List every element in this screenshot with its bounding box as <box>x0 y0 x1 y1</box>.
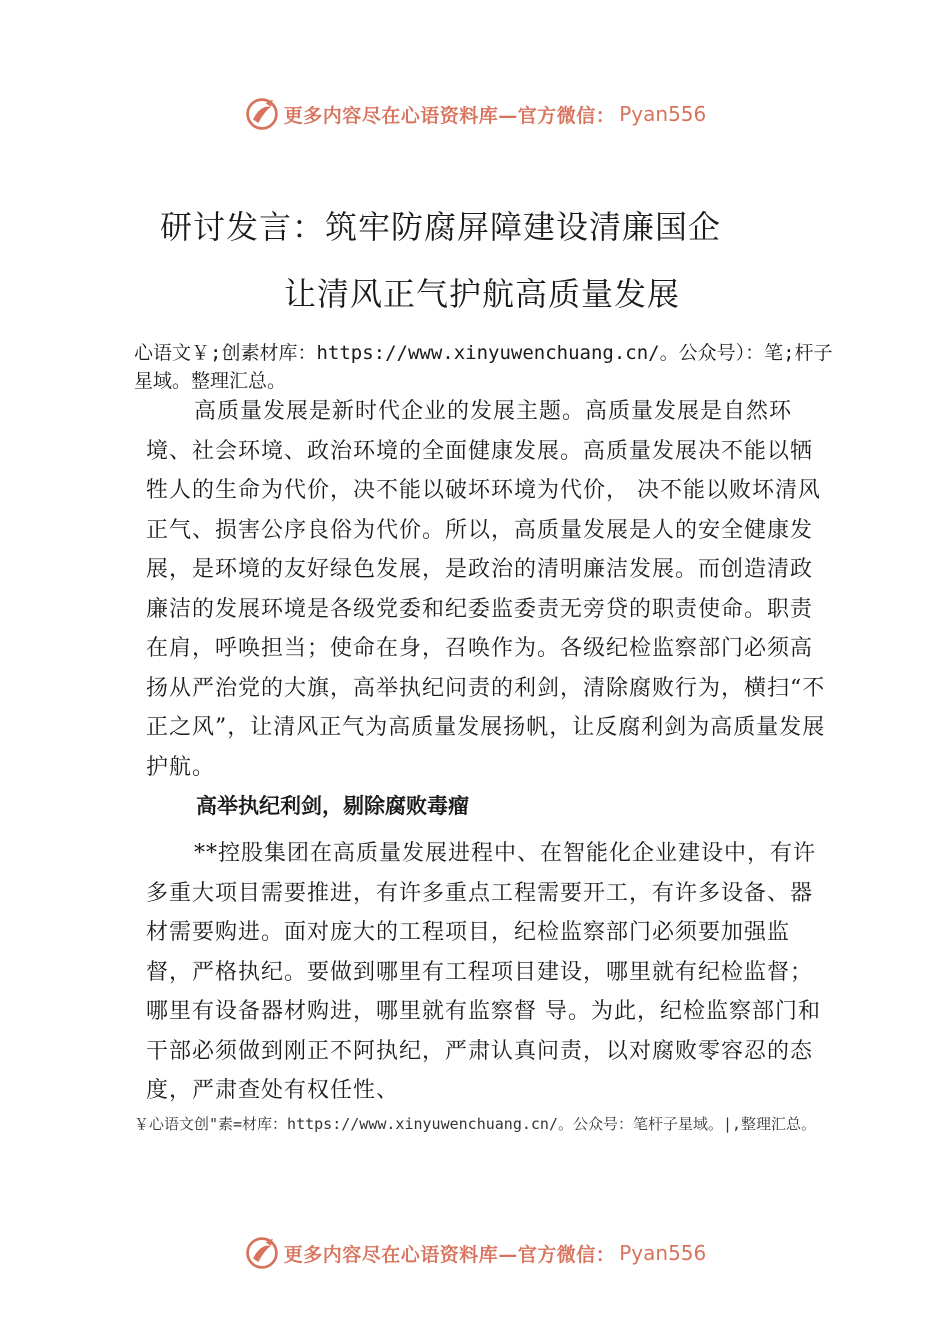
banner-text: 更多内容尽在心语资料库—官方微信： <box>283 1243 616 1266</box>
source-attribution: 心语文￥;创素材库：https://www.xinyuwenchuang.cn/。公众号）：笔;杆子星域。整理汇总。 <box>134 342 833 392</box>
body-paragraph-2: **控股集团在高质量发展进程中、在智能化企业建设中，有许多重大项目需要推进，有许多重点工程需要开工，有许多设备、器材需要购进。面对庞大的工程项目，纪检监察部门必须要加强监督，严格执纪。要做到哪里有工程项目建设，哪里就有纪检监督；哪里有设备器材购进，哪里就有监察督 导。为此，纪检监察部门和干部必须做到刚正不阿执纪，严肃认真问责，以对腐败零容忍的态度，严肃查处有权任性、 <box>146 841 821 1103</box>
banner-wechat-id: Pyan556 <box>619 1241 707 1265</box>
footnote-attribution: ￥心语文创"素=材库：https://www.xinyuwenchuang.cn/。公众号：笔杆子星域。|,整理汇总。 <box>134 1115 817 1133</box>
document-title-line2: 让清风正气护航高质量发展 <box>284 275 681 313</box>
banner-wechat-id: Pyan556 <box>619 102 707 126</box>
footer-banner <box>0 1233 950 1273</box>
header-banner <box>0 94 950 134</box>
body-paragraph-1: 高质量发展是新时代企业的发展主题。高质量发展是自然环境、社会环境、政治环境的全面健康发展。高质量发展决不能以牺牲人的生命为代价，决不能以破坏环境为代价， 决不能以败坏清风正气、损害公序良俗为代价。所以，高质量发展是人的安全健康发展，是环境的友好绿色发展，是政治的清明廉洁发展。而创造清政廉洁的发展环境是各级党委和纪委监委责无旁贷的职责使命。职责在肩，呼唤担当；使命在身，召唤作为。各级纪检监察部门必须高扬从严治党的大旗，高举执纪问责的利剑，清除腐败行为，横扫“不正之风”，让清风正气为高质量发展扬帆，让反腐利剑为高质量发展护航。 <box>146 399 826 780</box>
document-title-line1: 研讨发言：筑牢防腐屏障建设清廉国企 <box>160 208 722 246</box>
brand-logo-icon <box>244 96 280 132</box>
brand-logo-icon <box>244 1235 280 1271</box>
section-heading: 高举执纪利剑，剔除腐败毒瘤 <box>196 794 469 818</box>
banner-text: 更多内容尽在心语资料库—官方微信： <box>283 104 616 127</box>
